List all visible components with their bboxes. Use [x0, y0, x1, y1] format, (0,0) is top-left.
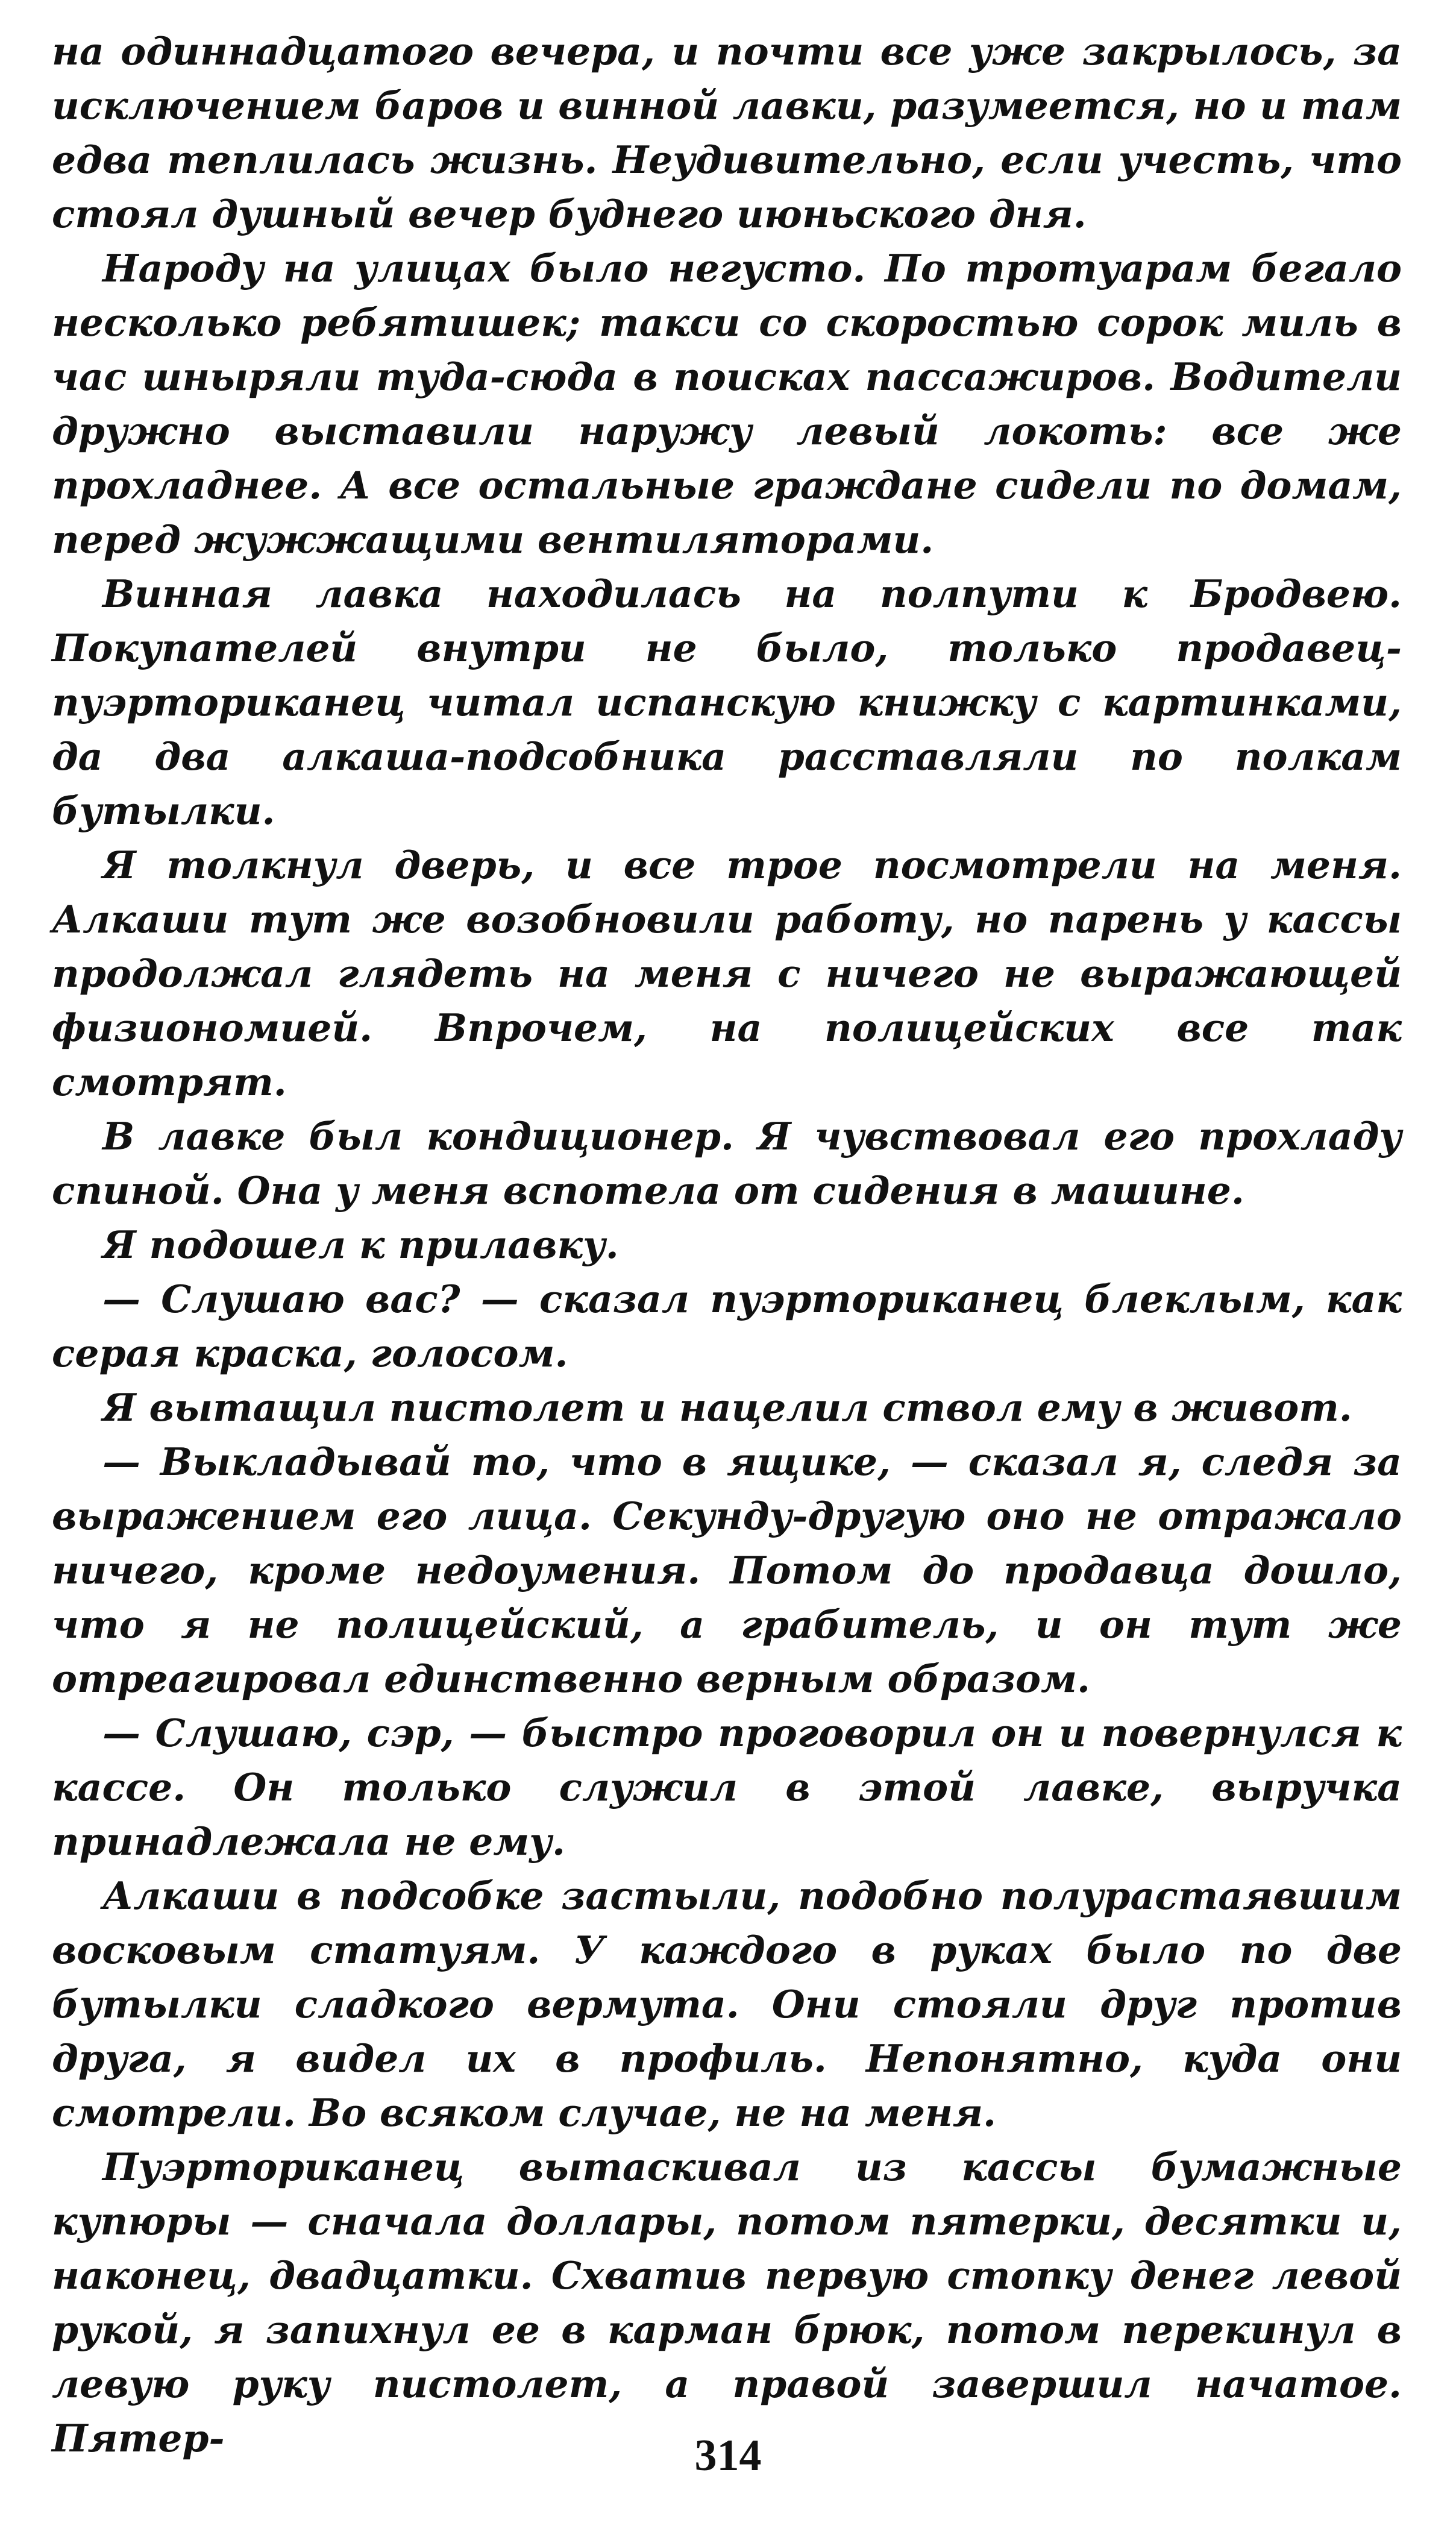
paragraph-7: — Слушаю вас? — сказал пуэрториканец блеклым, как серая краска, голосом. — [52, 1277, 1402, 1375]
paragraph-4: Я толкнул дверь, и все трое посмотрели на меня. Алкаши тут же возобновили работу, но парень у кассы продолжал глядеть на меня с ничего не выражающей физиономией. Впрочем, на полицейских все так смотрят. — [52, 843, 1402, 1104]
paragraph-5: В лавке был кондиционер. Я чувствовал его прохладу спиной. Она у меня вспотела от сидения в машине. — [52, 1114, 1402, 1213]
paragraph-2: Народу на улицах было негусто. По тротуарам бегало несколько ребятишек; такси со скоростью сорок миль в час шныряли туда-сюда в поисках пассажиров. Водители дружно выставили наружу левый локоть: все же прохладнее. А все остальные граждане сидели по домам, перед жужжащими вентиляторами. — [52, 246, 1402, 562]
paragraph-1: на одиннадцатого вечера, и почти все уже закрылось, за исключением баров и винной лавки, разумеется, но и там едва теплилась жизнь. Неудивительно, если учесть, что стоял душный вечер буднего июньского дня. — [52, 29, 1402, 236]
paragraph-11: Алкаши в подсобке застыли, подобно полурастаявшим восковым статуям. У каждого в руках было по две бутылки сладкого вермута. Они стояли друг против друга, я видел их в профиль. Непонятно, куда они смотрели. Во всяком случае, не на меня. — [52, 1873, 1402, 2135]
page-number: 314 — [694, 2431, 762, 2480]
book-page — [52, 24, 1402, 2495]
paragraph-6: Я подошел к прилавку. — [102, 1222, 619, 1267]
paragraph-3: Винная лавка находилась на полпути к Бродвею. Покупателей внутри не было, только продавец-пуэрториканец читал испанскую книжку с картинками, да два алкаша-подсобника расставляли по полкам бутылки. — [52, 571, 1402, 833]
paragraph-9: — Выкладывай то, что в ящике, — сказал я, следя за выражением его лица. Секунду-другую оно не отражало ничего, кроме недоумения. Потом до продавца дошло, что я не полицейский, а грабитель, и он тут же отреагировал единственно верным образом. — [52, 1439, 1402, 1701]
paragraph-12: Пуэрториканец вытаскивал из кассы бумажные купюры — сначала доллары, потом пятерки, десятки и, наконец, двадцатки. Схватив первую стопку денег левой рукой, я запихнул ее в карман брюк, потом перекинул в левую руку пистолет, а правой завершил начатое. Пятер- — [52, 2145, 1402, 2460]
paragraph-8: Я вытащил пистолет и нацелил ствол ему в живот. — [102, 1385, 1352, 1430]
paragraph-10: — Слушаю, сэр, — быстро проговорил он и повернулся к кассе. Он только служил в этой лавке, выручка принадлежала не ему. — [52, 1711, 1402, 1864]
